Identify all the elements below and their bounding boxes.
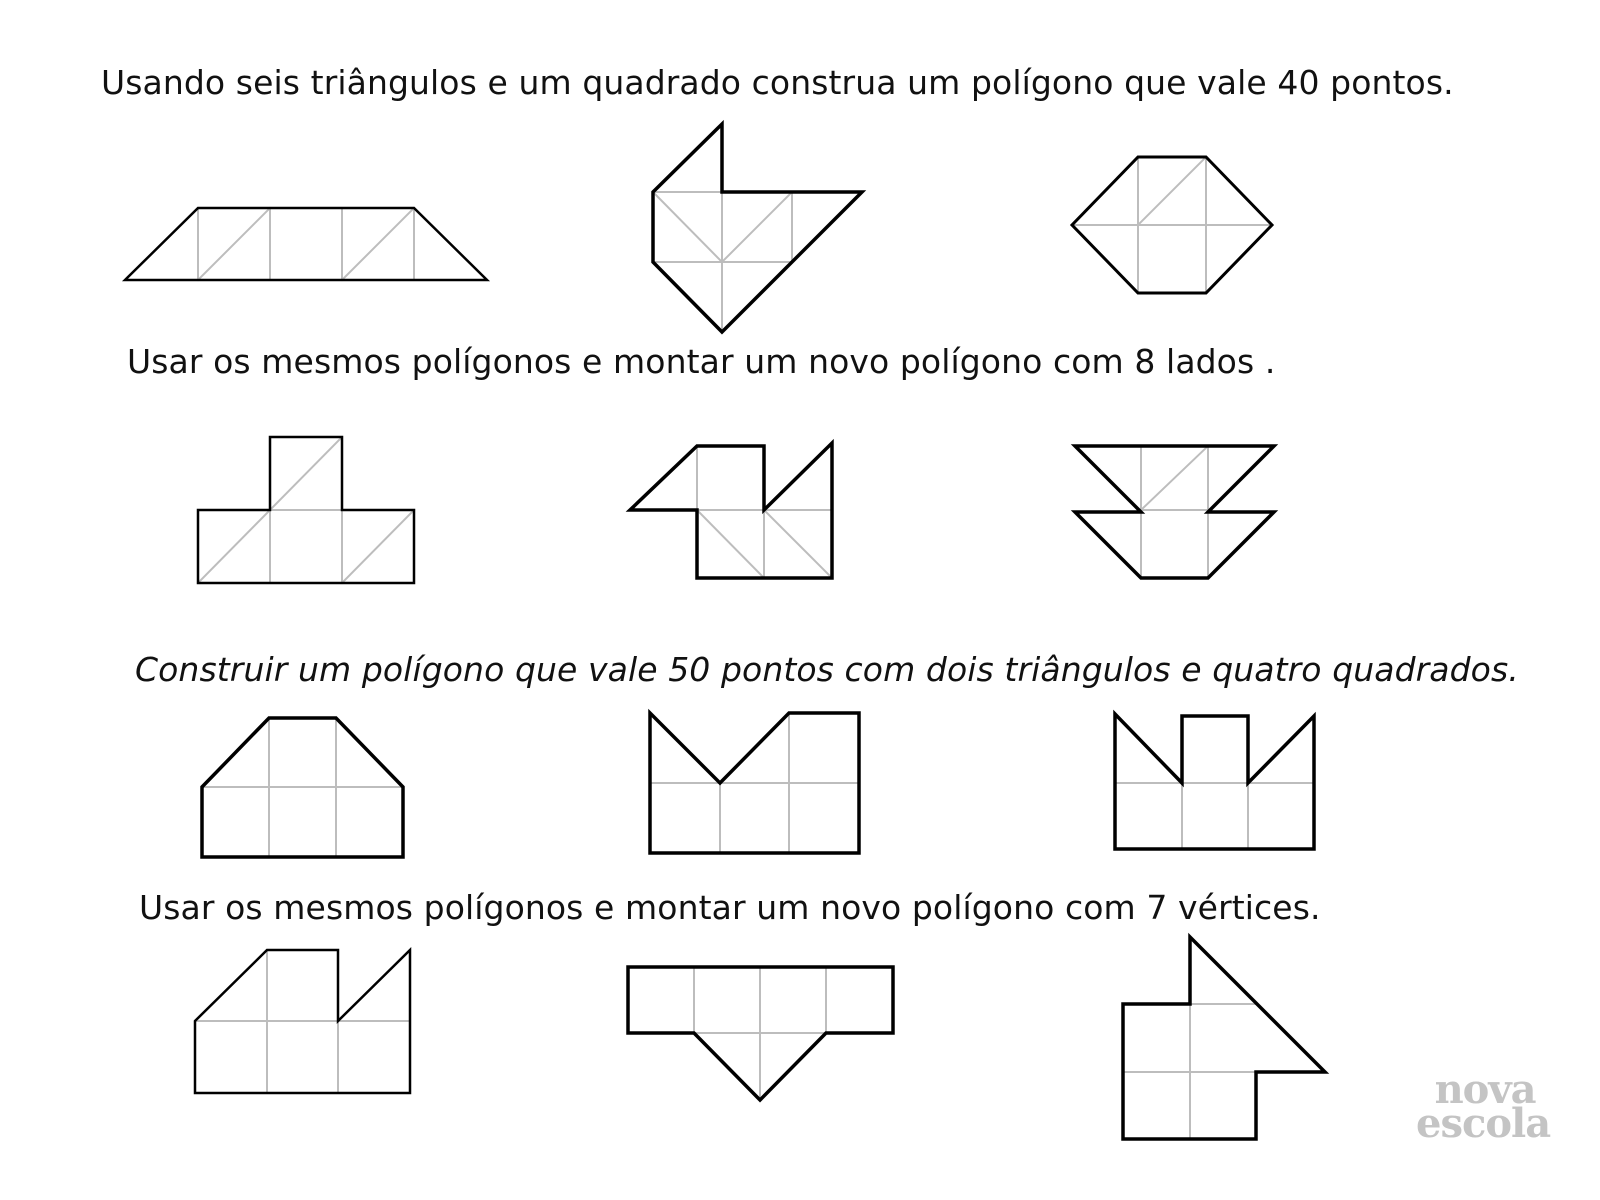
instruction-1: Usando seis triângulos e um quadrado construa um polígono que vale 40 pontos. (101, 63, 1454, 102)
logo-line-2: escola (1416, 1100, 1551, 1147)
nova-escola-logo (1416, 1066, 1551, 1147)
instruction-4: Usar os mesmos polígonos e montar um novo polígono com 7 vértices. (139, 888, 1321, 927)
figure-hexagon (1072, 157, 1272, 293)
figure-bar-with-triangle (628, 967, 893, 1100)
logo-line-1: nova (1434, 1066, 1536, 1113)
figure-fish-shape (630, 443, 832, 578)
instruction-3: Construir um polígono que vale 50 pontos com dois triângulos e quatro quadrados. (135, 650, 1519, 689)
figure-house-shape (202, 718, 403, 857)
figure-hourglass-shape (1075, 446, 1274, 578)
instruction-2: Usar os mesmos polígonos e montar um novo polígono com 8 lados . (127, 342, 1276, 381)
figure-trapezoid-triangles (125, 208, 487, 280)
figure-arrow-shape (653, 124, 862, 332)
figure-stepped-shape (195, 950, 410, 1093)
figure-arrow-right-shape (1123, 937, 1325, 1139)
figure-m-shape (650, 713, 859, 853)
figure-crown-shape (1115, 714, 1314, 849)
figure-t-shape (198, 437, 414, 583)
